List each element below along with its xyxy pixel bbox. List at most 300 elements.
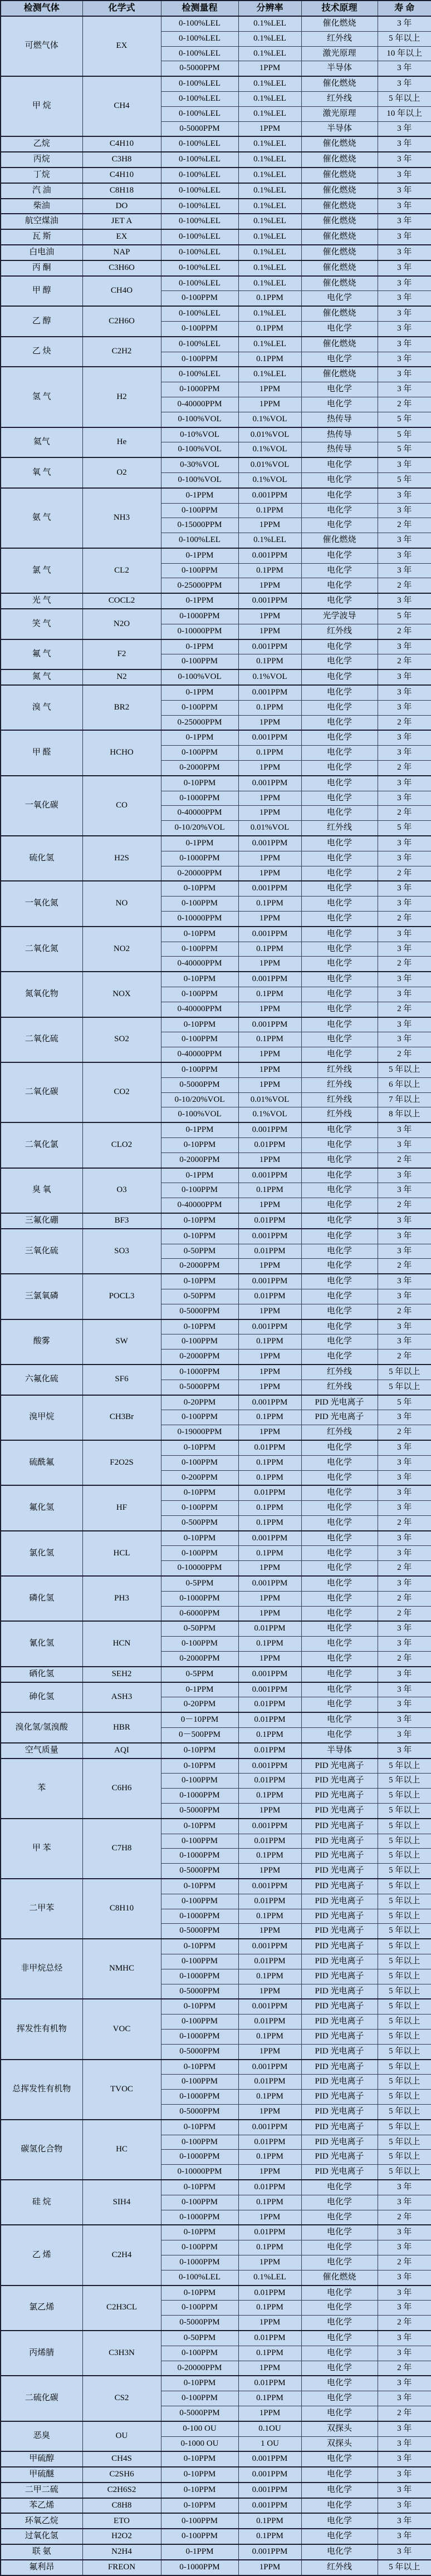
table-row xyxy=(1,214,431,229)
gas-cell: 过氧化氢 xyxy=(1,2529,82,2544)
resolution-cell: 1PPM xyxy=(238,1047,301,1062)
lifespan-cell: 2 年 xyxy=(378,912,431,927)
range-cell: 0-10000PPM xyxy=(161,1561,238,1576)
header-cell: 检测量程 xyxy=(161,1,238,16)
range-cell: 0-1PPM xyxy=(161,593,238,609)
lifespan-cell: 5 年以上 xyxy=(378,2135,431,2150)
range-cell: 0-5000PPM xyxy=(161,1804,238,1819)
resolution-cell: 1PPM xyxy=(238,518,301,533)
lifespan-cell: 5 年 xyxy=(378,427,431,442)
header-cell: 寿 命 xyxy=(378,1,431,16)
resolution-cell: 1PPM xyxy=(238,851,301,866)
resolution-cell: 0.01PPM xyxy=(238,1137,301,1152)
table-row xyxy=(1,972,431,987)
principle-cell: 催化燃烧 xyxy=(301,276,378,291)
table-row xyxy=(1,1999,431,2014)
lifespan-cell: 2 年 xyxy=(378,2316,431,2331)
gas-cell: 氦气 xyxy=(1,427,82,458)
lifespan-cell: 2 年 xyxy=(378,397,431,412)
range-cell: 0-100%LEL xyxy=(161,533,238,548)
table-row xyxy=(1,306,431,321)
lifespan-cell: 3 年 xyxy=(378,836,431,851)
formula-cell: HF xyxy=(82,1485,161,1530)
gas-cell: 砷化氢 xyxy=(1,1682,82,1713)
table-row xyxy=(1,2421,431,2436)
principle-cell: 电化学 xyxy=(301,2406,378,2421)
principle-cell: 热传导 xyxy=(301,427,378,442)
lifespan-cell: 3 年 xyxy=(378,2195,431,2210)
principle-cell: 电化学 xyxy=(301,942,378,957)
resolution-cell: 0.1PPM xyxy=(238,2240,301,2255)
formula-cell: O2 xyxy=(82,457,161,488)
resolution-cell: 0.01PPM xyxy=(238,1621,301,1636)
formula-cell: SO2 xyxy=(82,1017,161,1062)
principle-cell: 电化学 xyxy=(301,2316,378,2331)
resolution-cell: 0.1%LEL xyxy=(238,260,301,276)
formula-cell: JET A xyxy=(82,214,161,229)
range-cell: 0-10PPM xyxy=(161,1274,238,1289)
range-cell: 0-100%LEL xyxy=(161,367,238,382)
formula-cell: EX xyxy=(82,229,161,245)
principle-cell: 电化学 xyxy=(301,2544,378,2560)
range-cell: 0-10PPM xyxy=(161,1879,238,1894)
range-cell: 0-5000PPM xyxy=(161,2104,238,2119)
resolution-cell: 1PPM xyxy=(238,61,301,76)
lifespan-cell: 3 年 xyxy=(378,563,431,578)
gas-cell: 溴甲烷 xyxy=(1,1395,82,1440)
lifespan-cell: 3 年 xyxy=(378,1501,431,1516)
lifespan-cell: 3 年 xyxy=(378,639,431,654)
principle-cell: 电化学 xyxy=(301,291,378,306)
lifespan-cell: 5 年以上 xyxy=(378,1774,431,1789)
resolution-cell: 1PPM xyxy=(238,1062,301,1077)
gas-cell: 氰化氢 xyxy=(1,1621,82,1666)
range-cell: 0-100%LEL xyxy=(161,229,238,245)
formula-cell: C3H8 xyxy=(82,152,161,168)
formula-cell: H2 xyxy=(82,367,161,427)
principle-cell: 电化学 xyxy=(301,761,378,776)
header-cell: 检测气体 xyxy=(1,1,82,16)
principle-cell: 电化学 xyxy=(301,2331,378,2346)
formula-cell: C2H2 xyxy=(82,337,161,367)
principle-cell: PID 光电离子 xyxy=(301,2135,378,2150)
resolution-cell: 0.1PPM xyxy=(238,563,301,578)
range-cell: 0-50PPM xyxy=(161,2331,238,2346)
range-cell: 0-200PPM xyxy=(161,1470,238,1485)
principle-cell: 电化学 xyxy=(301,2255,378,2270)
range-cell: 0-100PPM xyxy=(161,1501,238,1516)
formula-cell: EX xyxy=(82,16,161,76)
gas-cell: 二甲二硫 xyxy=(1,2483,82,2498)
lifespan-cell: 3 年 xyxy=(378,972,431,987)
principle-cell: 电化学 xyxy=(301,1561,378,1576)
principle-cell: 电化学 xyxy=(301,2513,378,2529)
resolution-cell: 1PPM xyxy=(238,2361,301,2376)
principle-cell: 红外线 xyxy=(301,1092,378,1107)
principle-cell: 电化学 xyxy=(301,1455,378,1470)
lifespan-cell: 5 年 xyxy=(378,472,431,487)
principle-cell: PID 光电离子 xyxy=(301,2120,378,2135)
gas-cell: 一氧化碳 xyxy=(1,776,82,836)
range-cell: 0-1000PPM xyxy=(161,791,238,806)
lifespan-cell: 3 年 xyxy=(378,1410,431,1425)
resolution-cell: 0.01PPM xyxy=(238,1213,301,1229)
lifespan-cell: 2 年 xyxy=(378,1152,431,1168)
lifespan-cell: 3 年 xyxy=(378,152,431,168)
lifespan-cell: 3 年 xyxy=(378,260,431,276)
principle-cell: 电化学 xyxy=(301,972,378,987)
range-cell: 0-10PPM xyxy=(161,881,238,896)
formula-cell: CL2 xyxy=(82,548,161,593)
lifespan-cell: 3 年 xyxy=(378,382,431,397)
range-cell: 0-100PPM xyxy=(161,1334,238,1349)
resolution-cell: 1PPM xyxy=(238,866,301,881)
resolution-cell: 1PPM xyxy=(238,2210,301,2225)
resolution-cell: 1 OU xyxy=(238,2436,301,2451)
table-row xyxy=(1,1395,431,1410)
range-cell: 0-100PPM xyxy=(161,2391,238,2406)
lifespan-cell: 3 年 xyxy=(378,291,431,306)
formula-cell: CO xyxy=(82,776,161,836)
principle-cell: 电化学 xyxy=(301,1244,378,1259)
range-cell: 0-100PPM xyxy=(161,1062,238,1077)
resolution-cell: 0.1%LEL xyxy=(238,183,301,199)
gas-cell: 氢 气 xyxy=(1,367,82,427)
range-cell: 0-100PPM xyxy=(161,2075,238,2090)
lifespan-cell: 3 年 xyxy=(378,987,431,1002)
resolution-cell: 0.1%LEL xyxy=(238,152,301,168)
lifespan-cell: 5 年以上 xyxy=(378,1894,431,1909)
lifespan-cell: 3 年 xyxy=(378,2436,431,2451)
range-cell: 0-2000PPM xyxy=(161,1349,238,1365)
formula-cell: NO2 xyxy=(82,927,161,972)
resolution-cell: 0.1PPM xyxy=(238,2513,301,2529)
lifespan-cell: 3 年 xyxy=(378,168,431,183)
lifespan-cell: 5 年以上 xyxy=(378,1365,431,1380)
gas-cell: 甲 醇 xyxy=(1,276,82,307)
lifespan-cell: 3 年 xyxy=(378,927,431,942)
gas-cell: 酸雾 xyxy=(1,1319,82,1365)
range-cell: 0-1PPM xyxy=(161,2544,238,2560)
resolution-cell: 0.1PPM xyxy=(238,2301,301,2316)
range-cell: 0-40000PPM xyxy=(161,1047,238,1062)
resolution-cell: 0.1%LEL xyxy=(238,245,301,260)
principle-cell: PID 光电离子 xyxy=(301,2029,378,2044)
lifespan-cell: 3 年 xyxy=(378,183,431,199)
principle-cell: 电化学 xyxy=(301,912,378,927)
range-cell: 0-10/20%VOL xyxy=(161,821,238,836)
formula-cell: POCL3 xyxy=(82,1274,161,1319)
resolution-cell: 1PPM xyxy=(238,1425,301,1440)
resolution-cell: 0.01PPM xyxy=(238,1440,301,1455)
lifespan-cell: 3 年 xyxy=(378,1122,431,1137)
principle-cell: 电化学 xyxy=(301,897,378,912)
resolution-cell: 0.001PPM xyxy=(238,1939,301,1954)
lifespan-cell: 3 年 xyxy=(378,199,431,214)
resolution-cell: 0.1PPM xyxy=(238,1455,301,1470)
lifespan-cell: 2 年 xyxy=(378,1349,431,1365)
lifespan-cell: 3 年 xyxy=(378,2180,431,2195)
principle-cell: PID 光电离子 xyxy=(301,1864,378,1879)
lifespan-cell: 3 年 xyxy=(378,2451,431,2467)
resolution-cell: 0.1PPM xyxy=(238,2195,301,2210)
principle-cell: 电化学 xyxy=(301,1667,378,1682)
range-cell: 0-100PPM xyxy=(161,1894,238,1909)
lifespan-cell: 5 年以上 xyxy=(378,1789,431,1804)
range-cell: 0-5000PPM xyxy=(161,1380,238,1395)
table-row xyxy=(1,229,431,245)
resolution-cell: 0.01PPM xyxy=(238,1834,301,1849)
resolution-cell: 1PPM xyxy=(238,397,301,412)
range-cell: 0-100PPM xyxy=(161,2135,238,2150)
formula-cell: BF3 xyxy=(82,1213,161,1229)
principle-cell: 电化学 xyxy=(301,2498,378,2514)
lifespan-cell: 3 年 xyxy=(378,881,431,896)
range-cell: 0-100PPM xyxy=(161,1954,238,1969)
lifespan-cell: 3 年 xyxy=(378,1440,431,1455)
gas-cell: 丁烷 xyxy=(1,168,82,183)
lifespan-cell: 3 年 xyxy=(378,851,431,866)
lifespan-cell: 5 年 xyxy=(378,609,431,624)
resolution-cell: 0.001PPM xyxy=(238,1319,301,1334)
table-row xyxy=(1,776,431,791)
resolution-cell: 1PPM xyxy=(238,2406,301,2421)
principle-cell: 电化学 xyxy=(301,1440,378,1455)
principle-cell: PID 光电离子 xyxy=(301,1999,378,2014)
range-cell: 0-10PPM xyxy=(161,1531,238,1546)
lifespan-cell: 3 年 xyxy=(378,1667,431,1682)
resolution-cell: 0.1PPM xyxy=(238,2529,301,2544)
table-row xyxy=(1,1229,431,1244)
principle-cell: 电化学 xyxy=(301,851,378,866)
principle-cell: PID 光电离子 xyxy=(301,1774,378,1789)
principle-cell: 红外线 xyxy=(301,2560,378,2575)
formula-cell: SO3 xyxy=(82,1229,161,1274)
principle-cell: 电化学 xyxy=(301,2346,378,2361)
lifespan-cell: 3 年 xyxy=(378,306,431,321)
principle-cell: 电化学 xyxy=(301,1137,378,1152)
principle-cell: 电化学 xyxy=(301,836,378,851)
principle-cell: 电化学 xyxy=(301,352,378,367)
table-row xyxy=(1,183,431,199)
principle-cell: 激光原理 xyxy=(301,106,378,121)
table-row xyxy=(1,593,431,609)
formula-cell: He xyxy=(82,427,161,458)
range-cell: 0-100PPM xyxy=(161,503,238,518)
principle-cell: PID 光电离子 xyxy=(301,1849,378,1864)
formula-cell: H2O2 xyxy=(82,2529,161,2544)
principle-cell: PID 光电离子 xyxy=(301,2165,378,2180)
principle-cell: 红外线 xyxy=(301,91,378,106)
gas-cell: 硅 烷 xyxy=(1,2180,82,2225)
resolution-cell: 0.1%LEL xyxy=(238,16,301,31)
range-cell: 0-100%LEL xyxy=(161,168,238,183)
gas-cell: 磷化氢 xyxy=(1,1576,82,1621)
lifespan-cell: 5 年以上 xyxy=(378,2075,431,2090)
table-row xyxy=(1,427,431,442)
resolution-cell: 0.001PPM xyxy=(238,1168,301,1183)
lifespan-cell: 5 年以上 xyxy=(378,2060,431,2075)
lifespan-cell: 2 年 xyxy=(378,1047,431,1062)
range-cell: 0-10PPM xyxy=(161,1440,238,1455)
range-cell: 0-1PPM xyxy=(161,488,238,503)
principle-cell: 电化学 xyxy=(301,2195,378,2210)
principle-cell: 红外线 xyxy=(301,1425,378,1440)
formula-cell: N2 xyxy=(82,669,161,685)
lifespan-cell: 2 年 xyxy=(378,624,431,639)
table-row xyxy=(1,2331,431,2346)
principle-cell: 热传导 xyxy=(301,412,378,427)
gas-cell: 硫化氢 xyxy=(1,836,82,881)
principle-cell: 电化学 xyxy=(301,715,378,730)
principle-cell: 电化学 xyxy=(301,1183,378,1198)
principle-cell: 催化燃烧 xyxy=(301,533,378,548)
table-row xyxy=(1,2120,431,2135)
lifespan-cell: 3 年 xyxy=(378,1334,431,1349)
range-cell: 0-100PPM xyxy=(161,2513,238,2529)
lifespan-cell: 5 年以上 xyxy=(378,2120,431,2135)
range-cell: 0-100%VOL xyxy=(161,669,238,685)
resolution-cell: 0.001PPM xyxy=(238,2483,301,2498)
lifespan-cell: 3 年 xyxy=(378,533,431,548)
resolution-cell: 0.1PPM xyxy=(238,2150,301,2165)
principle-cell: 红外线 xyxy=(301,624,378,639)
gas-cell: 可燃气体 xyxy=(1,16,82,76)
resolution-cell: 0.1%VOL xyxy=(238,669,301,685)
principle-cell: 催化燃烧 xyxy=(301,183,378,199)
lifespan-cell: 2 年 xyxy=(378,1002,431,1017)
resolution-cell: 0.1%LEL xyxy=(238,46,301,61)
resolution-cell: 0.1PPM xyxy=(238,2090,301,2105)
resolution-cell: 0.01PPM xyxy=(238,2376,301,2391)
range-cell: 0-100%LEL xyxy=(161,46,238,61)
lifespan-cell: 2 年 xyxy=(378,1515,431,1530)
range-cell: 0-10PPM xyxy=(161,1137,238,1152)
gas-cell: 二氧化氯 xyxy=(1,1122,82,1168)
principle-cell: 电化学 xyxy=(301,1319,378,1334)
formula-cell: C8H10 xyxy=(82,1879,161,1939)
gas-cell: 乙 醇 xyxy=(1,306,82,337)
lifespan-cell: 3 年 xyxy=(378,730,431,745)
principle-cell: PID 光电离子 xyxy=(301,2075,378,2090)
formula-cell: CS2 xyxy=(82,2376,161,2421)
range-cell: 0-100PPM xyxy=(161,352,238,367)
resolution-cell: 0.1PPM xyxy=(238,2029,301,2044)
principle-cell: PID 光电离子 xyxy=(301,1924,378,1939)
range-cell: 0-1PPM xyxy=(161,639,238,654)
range-cell: 0-1PPM xyxy=(161,836,238,851)
resolution-cell: 0.01PPM xyxy=(238,2225,301,2240)
principle-cell: 电化学 xyxy=(301,866,378,881)
lifespan-cell: 3 年 xyxy=(378,2513,431,2529)
range-cell: 0-20000PPM xyxy=(161,2361,238,2376)
resolution-cell: 1PPM xyxy=(238,1652,301,1667)
resolution-cell: 0.1PPM xyxy=(238,987,301,1002)
resolution-cell: 0.01PPM xyxy=(238,2180,301,2195)
principle-cell: 催化燃烧 xyxy=(301,168,378,183)
resolution-cell: 1PPM xyxy=(238,1077,301,1092)
gas-cell: 甲 烷 xyxy=(1,76,82,136)
principle-cell: 电化学 xyxy=(301,2529,378,2544)
range-cell: 0-100%LEL xyxy=(161,260,238,276)
resolution-cell: 1PPM xyxy=(238,1606,301,1621)
principle-cell: 电化学 xyxy=(301,1546,378,1561)
gas-cell: 二氧化硫 xyxy=(1,1017,82,1062)
range-cell: 0－10PPM xyxy=(161,1712,238,1727)
principle-cell: 电化学 xyxy=(301,746,378,761)
formula-cell: C4H10 xyxy=(82,136,161,152)
gas-cell: 光 气 xyxy=(1,593,82,609)
principle-cell: 电化学 xyxy=(301,1168,378,1183)
gas-cell: 氟 气 xyxy=(1,639,82,670)
lifespan-cell: 5 年以上 xyxy=(378,2150,431,2165)
resolution-cell: 0.01%VOL xyxy=(238,457,301,472)
range-cell: 0-40000PPM xyxy=(161,397,238,412)
lifespan-cell: 2 年 xyxy=(378,654,431,669)
gas-cell: 柴油 xyxy=(1,199,82,214)
principle-cell: 热传导 xyxy=(301,442,378,457)
principle-cell: 电化学 xyxy=(301,1198,378,1213)
lifespan-cell: 3 年 xyxy=(378,76,431,91)
resolution-cell: 0.001PPM xyxy=(238,1682,301,1697)
principle-cell: PID 光电离子 xyxy=(301,1834,378,1849)
lifespan-cell: 10 年以上 xyxy=(378,46,431,61)
range-cell: 0-5000PPM xyxy=(161,2316,238,2331)
gas-cell: 甲硫醇 xyxy=(1,2451,82,2467)
lifespan-cell: 3 年 xyxy=(378,1168,431,1183)
range-cell: 0-500PPM xyxy=(161,1515,238,1530)
resolution-cell: 1PPM xyxy=(238,2255,301,2270)
range-cell: 0-1PPM xyxy=(161,1122,238,1137)
gas-cell: 氯 气 xyxy=(1,548,82,593)
lifespan-cell: 5 年以上 xyxy=(378,2014,431,2030)
lifespan-cell: 2 年 xyxy=(378,518,431,533)
principle-cell: 催化燃烧 xyxy=(301,260,378,276)
resolution-cell: 0.001PPM xyxy=(238,972,301,987)
lifespan-cell: 3 年 xyxy=(378,897,431,912)
resolution-cell: 0.1%LEL xyxy=(238,199,301,214)
principle-cell: 电化学 xyxy=(301,1712,378,1727)
lifespan-cell: 5 年以上 xyxy=(378,1939,431,1954)
range-cell: 0-100%LEL xyxy=(161,106,238,121)
range-cell: 0-100%LEL xyxy=(161,31,238,46)
resolution-cell: 1PPM xyxy=(238,1198,301,1213)
resolution-cell: 0.1PPM xyxy=(238,746,301,761)
resolution-cell: 1PPM xyxy=(238,1561,301,1576)
lifespan-cell: 2 年 xyxy=(378,1591,431,1606)
resolution-cell: 0.1%LEL xyxy=(238,106,301,121)
formula-cell: HCHO xyxy=(82,730,161,775)
principle-cell: 电化学 xyxy=(301,488,378,503)
lifespan-cell: 3 年 xyxy=(378,1546,431,1561)
lifespan-cell: 3 年 xyxy=(378,1531,431,1546)
lifespan-cell: 3 年 xyxy=(378,2467,431,2483)
range-cell: 0-1000PPM xyxy=(161,851,238,866)
gas-cell: 乙 炔 xyxy=(1,337,82,367)
principle-cell: 电化学 xyxy=(301,593,378,609)
principle-cell: 红外线 xyxy=(301,1365,378,1380)
lifespan-cell: 5 年以上 xyxy=(378,1984,431,1999)
lifespan-cell: 3 年 xyxy=(378,245,431,260)
lifespan-cell: 2 年 xyxy=(378,1606,431,1621)
principle-cell: 电化学 xyxy=(301,457,378,472)
principle-cell: 电化学 xyxy=(301,2286,378,2301)
range-cell: 0-100%VOL xyxy=(161,412,238,427)
table-row xyxy=(1,1122,431,1137)
resolution-cell: 1PPM xyxy=(238,912,301,927)
gas-cell: 氯乙烯 xyxy=(1,2286,82,2331)
lifespan-cell: 5 年以上 xyxy=(378,1062,431,1077)
